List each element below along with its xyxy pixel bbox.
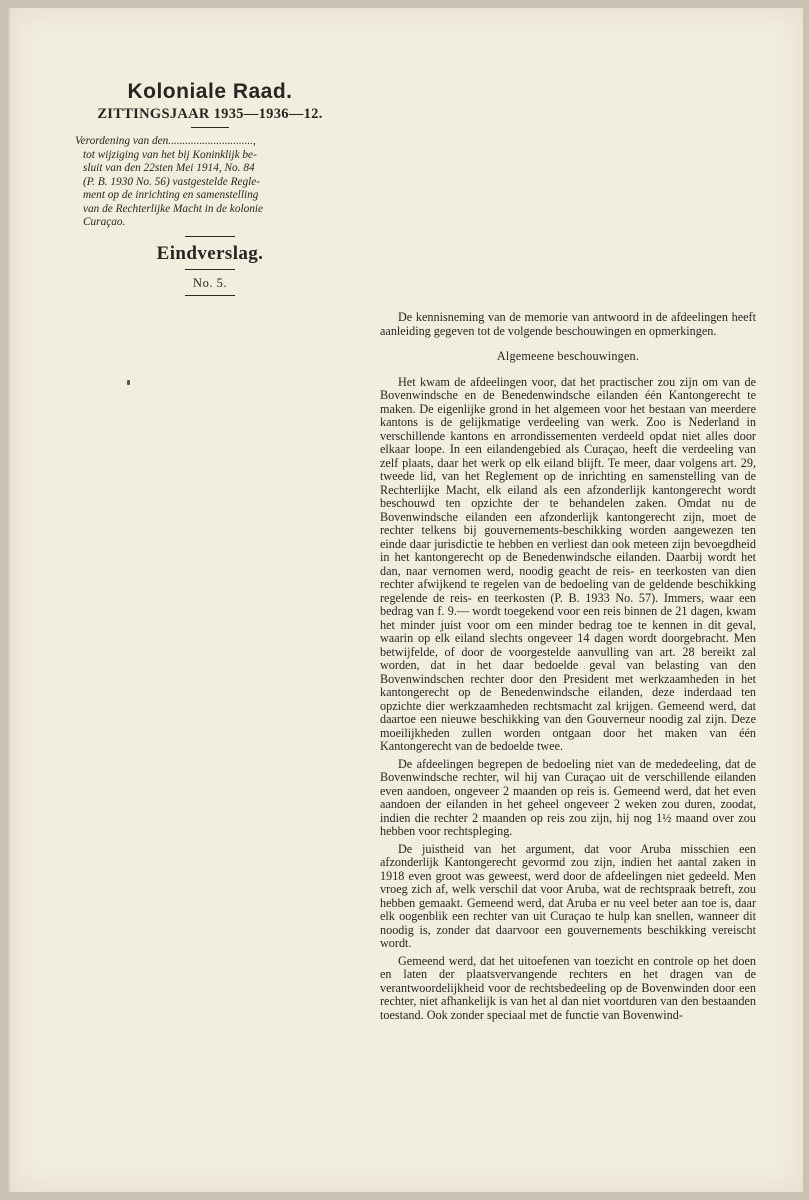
- margin-mark: [127, 380, 130, 385]
- ordinance-line: van de Rechterlijke Macht in de kolonie: [83, 202, 264, 215]
- document-page: [8, 8, 803, 1192]
- intro-paragraph: De kennisneming van de memorie van antwoord in de afdeelingen heeft aanleiding gegeven tot de volgende beschouwingen en opmerkingen.: [380, 310, 756, 338]
- divider: [185, 295, 235, 296]
- ordinance-line: Verordening van den..............................,: [75, 135, 256, 147]
- masthead: [70, 80, 350, 132]
- report-body: [380, 311, 756, 1026]
- report-title: Eindverslag.: [156, 243, 264, 264]
- ordinance-line: Curaçao.: [83, 216, 126, 228]
- ordinance-line: tot wijziging van het bij Koninklijk be-: [83, 148, 257, 161]
- ordinance-line: ment op de inrichting en samenstelling: [83, 189, 259, 201]
- council-title: Koloniale Raad.: [127, 80, 293, 103]
- report-heading: [100, 232, 320, 300]
- body-paragraph: Het kwam de afdeelingen voor, dat het practischer zou zijn om van de Bovenwindsche en de Benedenwindsche eilanden één Kantongerecht te maken. De eigenlijke grond in het algemeen voor het bestaan van meerdere kantons is de gelijkmatige verdeeling van werk. Zoo is Nederland in verschillende kantons en arrondissementen verdeeld opdat niet alles door elkaar loope. In een eilandengebied als Curaçao, heeft die verdeeling van zelf plaats, daar het werk op elk eiland blijft. Te meer, daar volgens art. 29, tweede lid, van het Reglement op de inrichting en samenstelling van de Rechterlijke Macht, elk eiland als een afzonderlijk kantongerecht wordt beschouwd ten opzichte der te behandelen zaken. Omdat nu de Bovenwindsche eilanden een afzonderlijk kantongerecht zijn, moet de rechter telkens bij gouvernements-beschikking worden aangewezen ten einde daar jurisdictie te hebben en verliest dan ook meteen zijn bevoegdheid in het kantongerecht op de Benedenwindsche eilanden. Daarbij wordt het dan, naar vernomen werd, noodig geacht de reis- en teerkosten van dien rechter afwijkend te regelen van de bedoeling van de geldende beschikking regelende de reis- en teerkosten (P. B. 1933 No. 57). Immers, waar een bedrag van f. 9.— wordt toegekend voor een reis binnen de 21 dagen, kwam het minder juist voor om een minder bedrag toe te kennen in dit geval, waarin op elk eiland slechts ongeveer 14 dagen wordt doorgebracht. Men betwijfelde, of door de voorgestelde aanvulling van art. 28 bereikt zal worden, dat in het daar bedoelde geval van belasting van den Bovenwindschen rechter door den President met werkzaamheden in het kantongerecht op de Benedenwindsche eilanden, deze inderdaad ten opzichte dier werkzaamheden rechtsmacht zal krijgen. Gemeend werd, dat daartoe een nieuwe beschikking van den Gouverneur noodig zal zijn. Deze moeilijkheden zullen worden ontgaan door het maken van één Kantongerecht van de bedoelde twee.: [380, 374, 756, 753]
- session-year: ZITTINGSJAAR 1935—1936—12.: [97, 106, 323, 122]
- report-number: No. 5.: [193, 276, 227, 290]
- body-paragraph: Gemeend werd, dat het uitoefenen van toezicht en controle op het doen en laten der plaatsvervangende rechters en het dragen van de verantwoordelijkheid voor de rechtsbedeeling op de Bovenwinden door een rechter, niet afhankelijk is van het al dan niet voortduren van den bestaanden toestand. Ook zonder speciaal met de functie van Bovenwind-: [380, 953, 756, 1022]
- section-heading: Algemeene beschouwingen.: [496, 349, 640, 363]
- divider: [185, 236, 235, 237]
- body-paragraph: De afdeelingen begrepen de bedoeling niet van de mededeeling, dat de Bovenwindsche rechter, wil hij van Curaçao uit de verschillende eilanden even aandoen, ongeveer 2 maanden op reis is. Gemeend werd, dat het even aandoen der eilanden in het geheel ongeveer 2 weken zou duren, zoodat, indien die rechter 2 maanden op reis zou zijn, hij nog 1½ maand over zou hebben voor rechtspleging.: [380, 756, 756, 838]
- ordinance-line: sluit van den 22sten Mei 1914, No. 84: [83, 162, 255, 174]
- divider: [185, 269, 235, 270]
- ordinance-description: [75, 135, 343, 230]
- ordinance-line: (P. B. 1930 No. 56) vastgestelde Regle-: [83, 175, 261, 188]
- body-paragraph: De juistheid van het argument, dat voor Aruba misschien een afzonderlijk Kantongerecht gevormd zou zijn, indien het aantal zaken in 1918 even groot was geweest, werd door de afdeelingen niet gedeeld. Men vroeg zich af, welk verschil dat voor Aruba, wat de rechtspraak betreft, zou hebben gemaakt. Gemeend werd, dat Aruba er nu veel beter aan toe is, daar elk oogenblik een rechter van uit Curaçao te hulp kan snellen, wanneer dit noodig is, zonder dat daarvoor een gouvernements beschikking vereischt wordt.: [380, 841, 756, 950]
- divider: [191, 127, 229, 128]
